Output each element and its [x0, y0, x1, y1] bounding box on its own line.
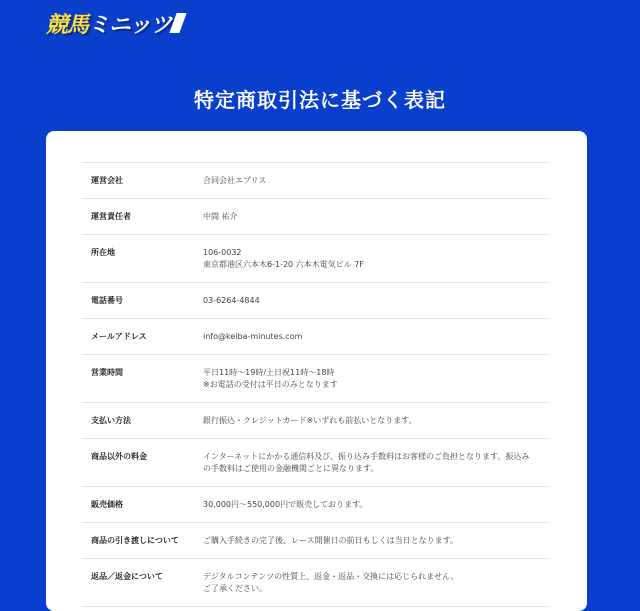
logo-text-first: 競馬 [46, 12, 89, 38]
table-row [82, 199, 549, 235]
site-logo[interactable] [46, 7, 183, 39]
row-value [203, 451, 549, 486]
row-value-line: ご購入手続きの完了後、レース開催日の前日もしくは当日となります。 [203, 536, 458, 545]
logo-text-rest: ミニッツ [88, 12, 172, 38]
page-title: 特定商取引法に基づく表記 [194, 88, 446, 112]
logo-slash-mark [170, 13, 187, 33]
table-row [82, 559, 549, 607]
table-row [82, 403, 549, 439]
row-value [203, 331, 549, 354]
row-value-line: インターネットにかかる通信料及び、振り込み手数料はお客様のご負担となります。振込み [203, 452, 530, 461]
row-value [203, 367, 549, 402]
row-label: 販売価格 [91, 500, 123, 509]
row-value [203, 247, 549, 282]
table-row [82, 487, 549, 523]
row-value-line: 合同会社エプリス [203, 176, 267, 185]
row-label: 営業時間 [91, 368, 123, 377]
row-value [203, 211, 549, 234]
row-label: 返品／返金について [91, 572, 163, 581]
row-value-line: 東京都港区六本木6-1-20 六本木電気ビル 7F [203, 260, 364, 269]
row-value-line: 銀行振込・クレジットカード※いずれも前払いとなります。 [203, 416, 417, 425]
row-value-line: 106-0032 [203, 248, 242, 257]
row-value-line: info@keiba-minutes.com [203, 332, 303, 341]
row-value [203, 535, 549, 558]
row-value [203, 175, 549, 198]
row-label: 商品の引き渡しについて [91, 536, 179, 545]
row-label: 運営会社 [91, 176, 123, 185]
row-value-line: ※お電話の受付は平日のみとなります [203, 380, 338, 389]
row-value-line: 03-6264-4844 [203, 296, 260, 305]
row-value-line: 30,000円〜550,000円で販売しております。 [203, 500, 368, 509]
table-row [82, 283, 549, 319]
table-row [82, 235, 549, 283]
table-row [82, 319, 549, 355]
row-label: 所在地 [91, 248, 115, 257]
content-card [46, 131, 587, 611]
row-value [203, 499, 549, 522]
row-label: 商品以外の料金 [91, 452, 147, 461]
row-label: 電話番号 [91, 296, 123, 305]
row-label: 運営責任者 [91, 212, 131, 221]
row-label: メールアドレス [91, 332, 147, 341]
row-label: 支払い方法 [91, 416, 131, 425]
row-value [203, 571, 549, 606]
row-value-line: デジタルコンテンツの性質上、返金・返品・交換には応じられません。 [203, 572, 459, 581]
row-value [203, 295, 549, 318]
row-value [203, 415, 549, 438]
site-header [0, 0, 640, 70]
logo-text [46, 8, 171, 39]
row-value-line: の手数料はご使用の金融機関ごとに異なります。 [203, 464, 379, 473]
table-row [82, 439, 549, 487]
row-value-line: 中間 祐介 [203, 212, 238, 221]
table-row [82, 355, 549, 403]
table-row [82, 163, 549, 199]
table-row [82, 523, 549, 559]
row-value-line: 平日11時〜19時/土日祝11時〜18時 [203, 368, 335, 377]
company-info-table [82, 162, 549, 607]
row-value-line: ご了承ください。 [203, 584, 267, 593]
